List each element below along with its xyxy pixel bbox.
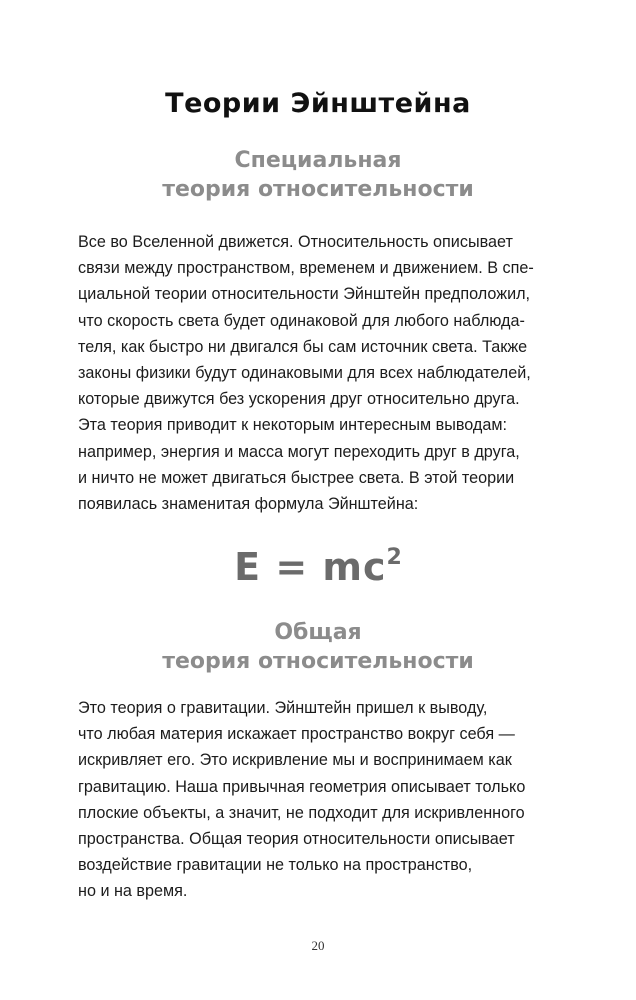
text-line: Все во Вселенной движется. Относительность описывает (78, 233, 513, 251)
text-line: появилась знаменитая формула Эйнштейна: (78, 495, 419, 514)
text-line: которые движутся без ускорения друг относительно друга. (78, 390, 520, 409)
text-line: плоские объекты, а значит, не подходит для искривленного (78, 803, 525, 822)
text-line: воздействие гравитации не только на пространство, (78, 856, 473, 875)
text-line: гравитацию. Наша привычная геометрия описывает только (78, 777, 526, 796)
paragraph-special-relativity (78, 229, 578, 517)
text-line: что любая материя искажает пространство вокруг себя — (78, 725, 515, 744)
section-title-line: Общая (274, 620, 362, 645)
section-title-line: Специальная (234, 148, 402, 173)
text-line: и ничто не может двигаться быстрее света. В этой теории (78, 468, 515, 487)
formula-exponent: 2 (386, 545, 402, 570)
page-title: Теории Эйнштейна (165, 88, 471, 119)
text-line: теля, как быстро ни двигался бы сам источник света. Также (78, 337, 528, 356)
text-line: Эта теория приводит к некоторым интересным выводам: (78, 416, 508, 435)
text-line: Это теория о гравитации. Эйнштейн пришел к выводу, (78, 699, 488, 717)
text-line: циальной теории относительности Эйнштейн предположил, (78, 285, 531, 304)
text-line: что скорость света будет одинаковой для любого наблюда- (78, 311, 525, 330)
section-title-special-relativity (0, 146, 636, 204)
text-line: связи между пространством, временем и движением. В спе- (78, 259, 534, 278)
text-line: законы физики будут одинаковыми для всех наблюдателей, (78, 364, 531, 383)
formula-base: E = mc (234, 545, 387, 589)
text-line: например, энергия и масса могут переходить друг в друга, (78, 442, 520, 461)
paragraph-general-relativity (78, 695, 578, 905)
text-line: искривляет его. Это искривление мы и воспринимаем как (78, 751, 512, 770)
section-title-general-relativity (0, 618, 636, 676)
text-line: но и на время. (78, 882, 188, 901)
section-title-line: теория относительности (162, 649, 474, 674)
einstein-formula (0, 545, 636, 589)
text-line: пространства. Общая теория относительности описывает (78, 830, 515, 849)
page-number: 20 (311, 938, 325, 953)
section-title-line: теория относительности (162, 177, 474, 202)
